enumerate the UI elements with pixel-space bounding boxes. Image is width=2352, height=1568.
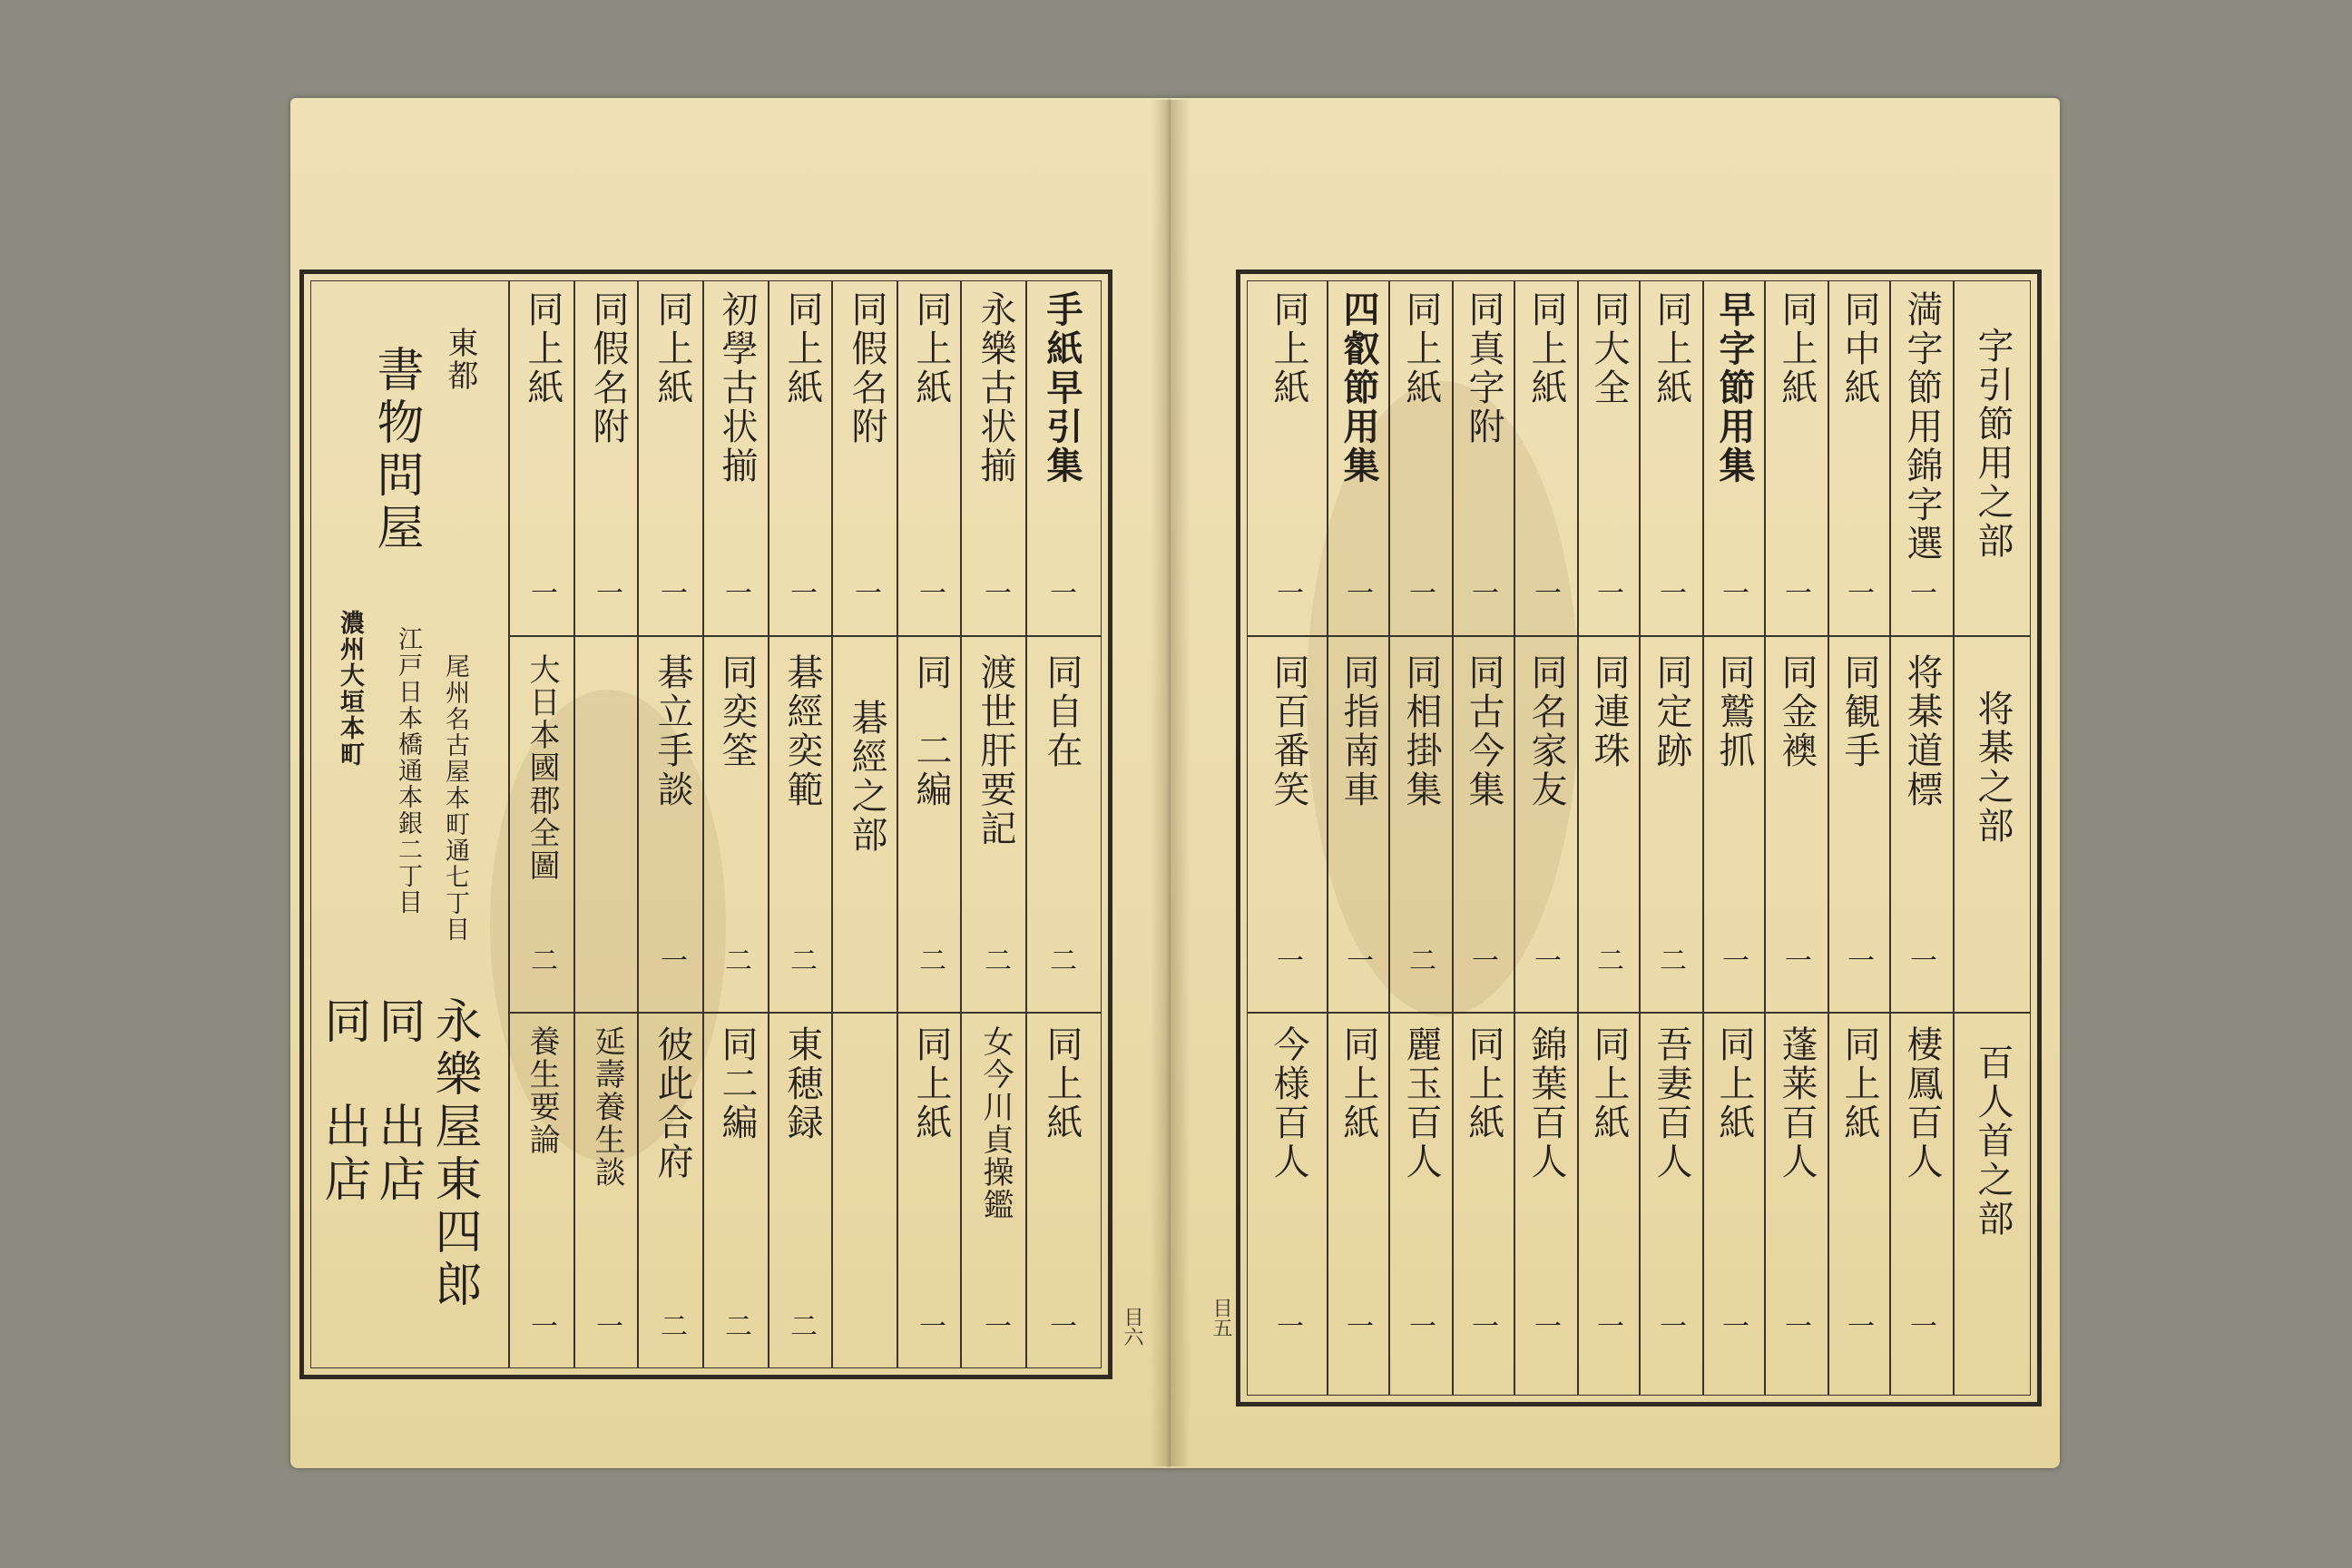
book-title: 同 二編 (910, 653, 952, 809)
book-title: 同中紙 (1838, 290, 1880, 407)
volume-count: 一 (855, 578, 882, 610)
book-title: 吾妻百人 (1651, 1025, 1692, 1181)
right-col-line (1514, 280, 1515, 1396)
volume-count: 一 (790, 578, 818, 610)
book-title: 手紙早引集 (1041, 290, 1083, 485)
book-title: 満字節用錦字選 (1901, 290, 1943, 564)
volume-count: 一 (596, 578, 623, 610)
book-title: 錦葉百人 (1525, 1025, 1567, 1181)
book-title: 今様百人 (1268, 1025, 1309, 1181)
volume-count: 一 (661, 578, 688, 610)
volume-count: 二 (1597, 946, 1624, 977)
section-heading-go: 碁經之部 (846, 699, 887, 855)
volume-count: 一 (1785, 1311, 1812, 1343)
right-col-line (1452, 280, 1454, 1396)
volume-count: 一 (531, 578, 558, 610)
volume-count: 一 (1660, 578, 1687, 610)
volume-count: 一 (1534, 578, 1562, 610)
book-title: 大日本國郡全圖 (524, 653, 560, 882)
book-title: 同大全 (1588, 290, 1630, 407)
book-title: 同上紙 (1588, 1025, 1630, 1142)
volume-count: 二 (790, 1311, 818, 1343)
volume-count: 一 (1597, 1311, 1624, 1343)
volume-count: 一 (1722, 946, 1749, 977)
book-title: 同上紙 (1400, 290, 1442, 407)
left-col-line (897, 280, 898, 1368)
right-col-line (1702, 280, 1704, 1396)
volume-count: 一 (1277, 1311, 1304, 1343)
left-tier-rule-1 (508, 635, 1102, 637)
book-title: 同上紙 (1713, 1025, 1755, 1142)
right-col-line (1577, 280, 1579, 1396)
volume-count: 一 (1910, 578, 1937, 610)
volume-count: 一 (1277, 946, 1304, 977)
book-title: 女今川貞操鑑 (977, 1025, 1014, 1221)
book-title: 四叡節用集 (1338, 290, 1380, 485)
volume-count: 一 (1722, 578, 1749, 610)
volume-count: 一 (985, 578, 1012, 610)
volume-count: 二 (1409, 946, 1436, 977)
right-col-line (1764, 280, 1766, 1396)
volume-count: 二 (1660, 946, 1687, 977)
volume-count: 一 (985, 1311, 1012, 1343)
book-title: 同名家友 (1525, 653, 1567, 809)
left-col-line (637, 280, 639, 1368)
volume-count: 一 (1472, 946, 1499, 977)
book-title: 同假名附 (846, 290, 887, 446)
book-title: 同上紙 (1525, 290, 1567, 407)
volume-count: 二 (790, 946, 818, 977)
right-col-line (1388, 280, 1390, 1396)
section-heading-shogi: 将棊之部 (1972, 690, 2014, 846)
volume-count: 一 (1050, 578, 1077, 610)
book-title: 永樂古状揃 (975, 290, 1016, 485)
book-title: 同連珠 (1588, 653, 1630, 770)
book-title: 東穂録 (781, 1025, 823, 1142)
book-title: 同上紙 (1838, 1025, 1880, 1142)
book-title: 同上紙 (910, 1025, 952, 1142)
volume-count: 一 (1409, 578, 1436, 610)
publisher-branch: 同 出店 (370, 996, 425, 1207)
left-tier-rule-2 (508, 1012, 1102, 1014)
publisher-name: 永樂屋東四郎 (426, 996, 481, 1312)
book-title: 麗玉百人 (1400, 1025, 1442, 1181)
volume-count: 一 (596, 1311, 623, 1343)
book-title: 同上紙 (1463, 1025, 1504, 1142)
book-title: 同自在 (1041, 653, 1083, 770)
book-title: 同上紙 (1651, 290, 1692, 407)
right-col-line (1828, 280, 1829, 1396)
volume-count: 一 (1347, 946, 1374, 977)
book-title: 碁立手談 (652, 653, 693, 809)
volume-count: 二 (725, 946, 752, 977)
volume-count: 一 (661, 946, 688, 977)
book-title: 同相掛集 (1400, 653, 1442, 809)
volume-count: 一 (1409, 1311, 1436, 1343)
volume-count: 一 (1277, 578, 1304, 610)
book-title: 同上紙 (652, 290, 693, 407)
section-heading-hyakunin: 百人首之部 (1972, 1044, 2014, 1239)
book-title: 同定跡 (1651, 653, 1692, 770)
book-title: 同上紙 (522, 290, 564, 407)
book-title: 同真字附 (1463, 290, 1504, 446)
book-title: 同観手 (1838, 653, 1880, 770)
book-title: 彼此合府 (652, 1025, 693, 1181)
book-title: 蓬莱百人 (1776, 1025, 1818, 1181)
left-col-line (702, 280, 704, 1368)
volume-count: 二 (661, 1311, 688, 1343)
right-header-divider (1953, 280, 1955, 1396)
left-col-line (768, 280, 769, 1368)
volume-count: 一 (1534, 1311, 1562, 1343)
volume-count: 二 (725, 1311, 752, 1343)
volume-count: 一 (1722, 1311, 1749, 1343)
book-title: 同奕筌 (716, 653, 758, 770)
left-col-line (573, 280, 575, 1368)
volume-count: 一 (531, 1311, 558, 1343)
publisher-branch: 同 出店 (316, 996, 370, 1207)
book-title: 同金襖 (1776, 653, 1818, 770)
book-title: 同指南車 (1338, 653, 1379, 809)
book-title: 渡世肝要記 (975, 653, 1016, 848)
volume-count: 一 (1472, 578, 1499, 610)
book-title: 碁經奕範 (781, 653, 823, 809)
volume-count: 二 (985, 946, 1012, 977)
volume-count: 二 (1050, 946, 1077, 977)
volume-count: 一 (1660, 1311, 1687, 1343)
volume-count: 一 (1847, 578, 1875, 610)
right-col-line (1889, 280, 1891, 1396)
book-title: 同上紙 (1776, 290, 1818, 407)
publisher-label: 書物問屋 (368, 345, 423, 555)
volume-count: 二 (919, 946, 946, 977)
volume-count: 一 (1847, 946, 1875, 977)
volume-count: 一 (1597, 578, 1624, 610)
book-title: 同上紙 (1041, 1025, 1083, 1142)
book-gutter (1151, 100, 1191, 1466)
right-col-line (1327, 280, 1328, 1396)
book-title: 同古今集 (1463, 653, 1504, 809)
volume-count: 一 (919, 1311, 946, 1343)
section-heading-dictionaries: 字引節用之部 (1972, 327, 2014, 561)
book-title: 延壽養生談 (589, 1025, 625, 1189)
volume-count: 一 (1910, 1311, 1937, 1343)
volume-count: 一 (1050, 1311, 1077, 1343)
right-col-line (1639, 280, 1641, 1396)
book-title: 養生要論 (524, 1025, 560, 1156)
right-folio: 目五 (1210, 1298, 1232, 1338)
book-title: 早字節用集 (1713, 290, 1756, 485)
publisher-address: 尾州名古屋本町通七丁目 (441, 653, 469, 943)
left-col-line (831, 280, 833, 1368)
book-title: 同二編 (716, 1025, 758, 1142)
book-title: 同上紙 (910, 290, 952, 407)
volume-count: 一 (1347, 578, 1374, 610)
publisher-address: 濃州大垣本町 (336, 610, 364, 768)
publisher-prefix: 東都 (442, 327, 478, 392)
book-title: 将棊道標 (1901, 653, 1943, 809)
book-title: 同上紙 (1338, 1025, 1379, 1142)
left-publisher-divider (508, 280, 510, 1368)
volume-count: 一 (725, 578, 752, 610)
left-col-line (960, 280, 962, 1368)
left-col-line (1025, 280, 1027, 1368)
volume-count: 一 (1472, 1311, 1499, 1343)
book-title: 棲鳳百人 (1901, 1025, 1943, 1181)
volume-count: 一 (1785, 946, 1812, 977)
book-title: 初學古状揃 (716, 290, 758, 485)
volume-count: 一 (919, 578, 946, 610)
book-title: 同上紙 (781, 290, 823, 407)
book-title: 同上紙 (1268, 290, 1309, 407)
volume-count: 一 (1347, 1311, 1374, 1343)
volume-count: 一 (1534, 946, 1562, 977)
book-title: 同百番笑 (1268, 653, 1309, 809)
book-title: 同假名附 (587, 290, 629, 446)
volume-count: 一 (1785, 578, 1812, 610)
publisher-address: 江戸日本橋通本銀二丁目 (394, 626, 422, 916)
volume-count: 一 (1847, 1311, 1875, 1343)
volume-count: 一 (1910, 946, 1937, 977)
volume-count: 二 (531, 946, 558, 977)
left-folio: 目六 (1121, 1307, 1143, 1347)
book-title: 同鷲抓 (1713, 653, 1755, 770)
